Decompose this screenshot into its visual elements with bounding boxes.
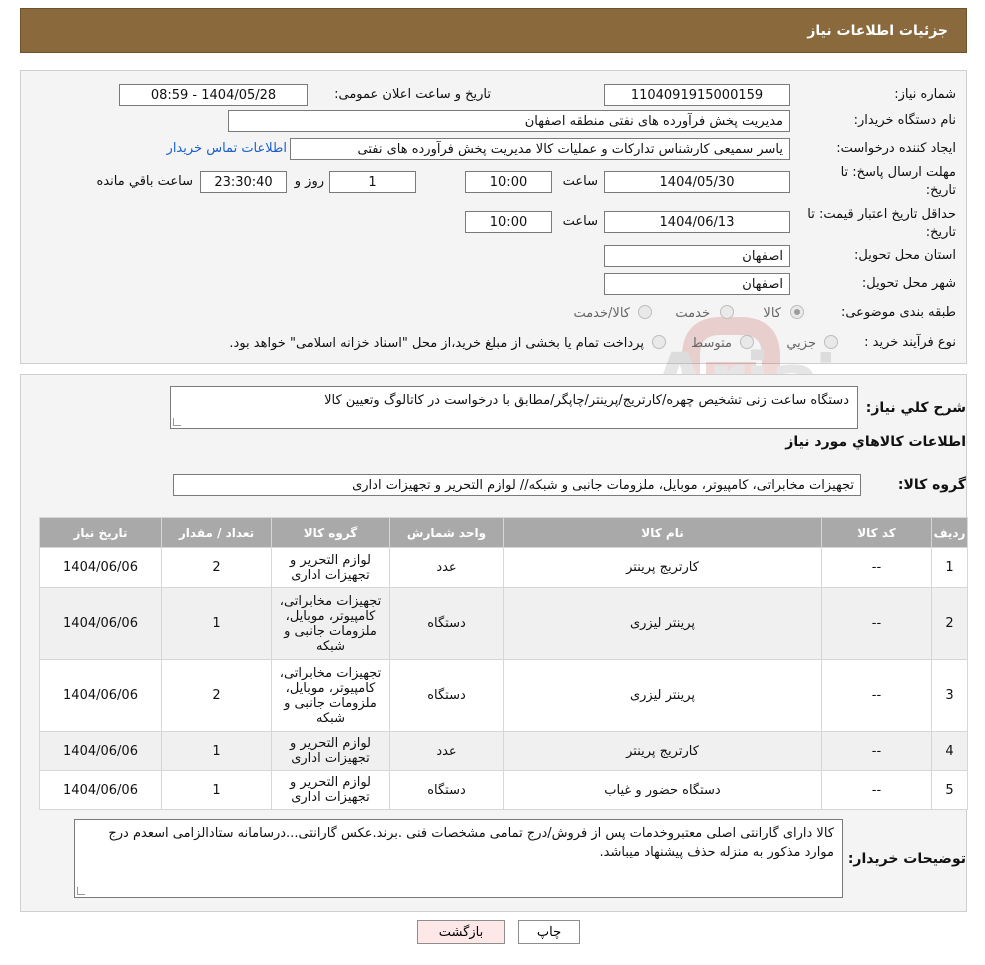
cell-date: 1404/06/06: [40, 660, 162, 732]
table-row: [40, 660, 968, 732]
deadline-time-label: ساعت: [562, 174, 598, 189]
cell-group: لوازم التحریر و تجهیزات اداری: [272, 732, 390, 771]
buyer-notes-textarea: [74, 819, 843, 898]
table-row: [40, 588, 968, 660]
category-radio-service[interactable]: [720, 305, 734, 319]
print-button[interactable]: چاپ: [518, 920, 580, 944]
buyer-notes-label: توضیحات خریدار:: [847, 851, 966, 867]
cell-code: --: [822, 588, 932, 660]
category-option-goods-service: کالا/خدمت: [573, 306, 630, 321]
col-name: نام کالا: [504, 518, 822, 548]
announce-field: 1404/05/28 - 08:59: [119, 84, 308, 106]
buyer-label: نام دستگاه خریدار:: [853, 113, 956, 128]
process-option-minor: جزيي: [786, 336, 816, 351]
cell-unit: عدد: [390, 732, 504, 771]
category-radio-goods-service[interactable]: [638, 305, 652, 319]
col-code: کد کالا: [822, 518, 932, 548]
cell-qty: 2: [162, 548, 272, 588]
summary-text: دستگاه ساعت زنی تشخیص چهره/کارتریج/پرینتر/چاپگر/مطابق با درخواست در کاتالوگ وتعیین کالا: [324, 393, 849, 408]
details-panel: [20, 374, 967, 912]
goods-group-field: تجهیزات مخابراتی، کامپیوتر، موبایل، ملزومات جانبی و شبکه// لوازم التحریر و تجهیزات اداری: [173, 474, 861, 496]
cell-code: --: [822, 660, 932, 732]
city-label: شهر محل تحویل:: [861, 276, 956, 291]
need-number-field: 1104091915000159: [604, 84, 790, 106]
remaining-time-label: ساعت باقي مانده: [96, 174, 193, 189]
cell-name: دستگاه حضور و غیاب: [504, 771, 822, 810]
validity-time-field: 10:00: [465, 211, 552, 233]
creator-label: ایجاد کننده درخواست:: [836, 141, 956, 156]
cell-name: کارتریج پرینتر: [504, 548, 822, 588]
validity-date-field: 1404/06/13: [604, 211, 790, 233]
remaining-time-field: 23:30:40: [200, 171, 287, 193]
category-option-goods: کالا: [763, 306, 781, 321]
validity-time-label: ساعت: [562, 214, 598, 229]
buyer-field: مدیریت پخش فرآورده های نفتی منطقه اصفهان: [228, 110, 790, 132]
buyer-notes-text: کالا دارای گارانتی اصلی معتبروخدمات پس از فروش/درج تمامی مشخصات فنی .برند.عکس گارانتی...درسامانه ستادالزامی اسعدم درج موارد مذکور به منزله حذف پیشنهاد میباشد.: [108, 826, 834, 860]
cell-idx: 4: [932, 732, 968, 771]
summary-textarea: [170, 386, 858, 429]
province-label: استان محل تحویل:: [854, 248, 956, 263]
cell-group: تجهیزات مخابراتی، کامپیوتر، موبایل، ملزومات جانبی و شبکه: [272, 588, 390, 660]
validity-label-line1: حداقل تاریخ اعتبار قیمت: تا: [807, 207, 956, 222]
table-row: [40, 548, 968, 588]
cell-code: --: [822, 771, 932, 810]
province-field: اصفهان: [604, 245, 790, 267]
cell-name: پرینتر لیزری: [504, 588, 822, 660]
creator-field: یاسر سمیعی کارشناس تدارکات و عملیات کالا مدیریت پخش فرآورده های نفتی: [290, 138, 790, 160]
process-option-medium: متوسط: [691, 336, 732, 351]
table-row: [40, 732, 968, 771]
cell-name: کارتریج پرینتر: [504, 732, 822, 771]
cell-qty: 1: [162, 588, 272, 660]
cell-group: لوازم التحریر و تجهیزات اداری: [272, 548, 390, 588]
process-radio-medium[interactable]: [740, 335, 754, 349]
cell-name: پرینتر لیزری: [504, 660, 822, 732]
cell-unit: عدد: [390, 548, 504, 588]
cell-qty: 1: [162, 771, 272, 810]
cell-code: --: [822, 548, 932, 588]
page-title: جزئیات اطلاعات نیاز: [807, 22, 948, 39]
deadline-label-line1: مهلت ارسال پاسخ: تا: [840, 165, 956, 180]
validity-label-line2: تاریخ:: [925, 225, 956, 240]
back-button[interactable]: بازگشت: [417, 920, 505, 944]
deadline-date-field: 1404/05/30: [604, 171, 790, 193]
cell-idx: 5: [932, 771, 968, 810]
cell-code: --: [822, 732, 932, 771]
deadline-label-line2: تاریخ:: [925, 183, 956, 198]
process-label: نوع فرآیند خرید :: [864, 335, 956, 350]
summary-label: شرح کلي نياز:: [865, 400, 966, 416]
cell-unit: دستگاه: [390, 660, 504, 732]
col-unit: واحد شمارش: [390, 518, 504, 548]
info-panel: [20, 70, 967, 364]
category-option-service: خدمت: [675, 306, 710, 321]
need-number-label: شماره نیاز:: [894, 87, 956, 102]
cell-idx: 1: [932, 548, 968, 588]
goods-group-label: گروه کالا:: [897, 477, 966, 493]
cell-group: لوازم التحریر و تجهیزات اداری: [272, 771, 390, 810]
deadline-time-field: 10:00: [465, 171, 552, 193]
category-radio-goods[interactable]: [790, 305, 804, 319]
cell-date: 1404/06/06: [40, 588, 162, 660]
goods-info-title: اطلاعات کالاهاي مورد نياز: [785, 434, 966, 450]
days-field: 1: [329, 171, 416, 193]
cell-unit: دستگاه: [390, 771, 504, 810]
resize-grip-icon[interactable]: [173, 418, 181, 426]
days-label: روز و: [294, 174, 324, 189]
table-row: [40, 771, 968, 810]
process-radio-treasury[interactable]: [652, 335, 666, 349]
process-note: پرداخت تمام یا بخشی از مبلغ خرید،از محل "اسناد خزانه اسلامی" خواهد بود.: [229, 336, 644, 351]
cell-idx: 3: [932, 660, 968, 732]
cell-date: 1404/06/06: [40, 771, 162, 810]
page-header: [20, 8, 967, 53]
goods-table: [39, 517, 968, 810]
category-label: طبقه بندی موضوعی:: [840, 305, 956, 320]
resize-grip-icon[interactable]: [77, 887, 85, 895]
cell-date: 1404/06/06: [40, 548, 162, 588]
announce-label: تاریخ و ساعت اعلان عمومی:: [334, 87, 491, 102]
cell-qty: 2: [162, 660, 272, 732]
col-group: گروه کالا: [272, 518, 390, 548]
col-qty: تعداد / مقدار: [162, 518, 272, 548]
col-row: رديف: [932, 518, 968, 548]
goods-table-header: [40, 518, 968, 548]
buyer-contact-link[interactable]: اطلاعات تماس خریدار: [166, 141, 287, 156]
cell-date: 1404/06/06: [40, 732, 162, 771]
process-radio-minor[interactable]: [824, 335, 838, 349]
cell-group: تجهیزات مخابراتی، کامپیوتر، موبایل، ملزومات جانبی و شبکه: [272, 660, 390, 732]
city-field: اصفهان: [604, 273, 790, 295]
col-date: تاریخ نیاز: [40, 518, 162, 548]
cell-idx: 2: [932, 588, 968, 660]
cell-qty: 1: [162, 732, 272, 771]
cell-unit: دستگاه: [390, 588, 504, 660]
